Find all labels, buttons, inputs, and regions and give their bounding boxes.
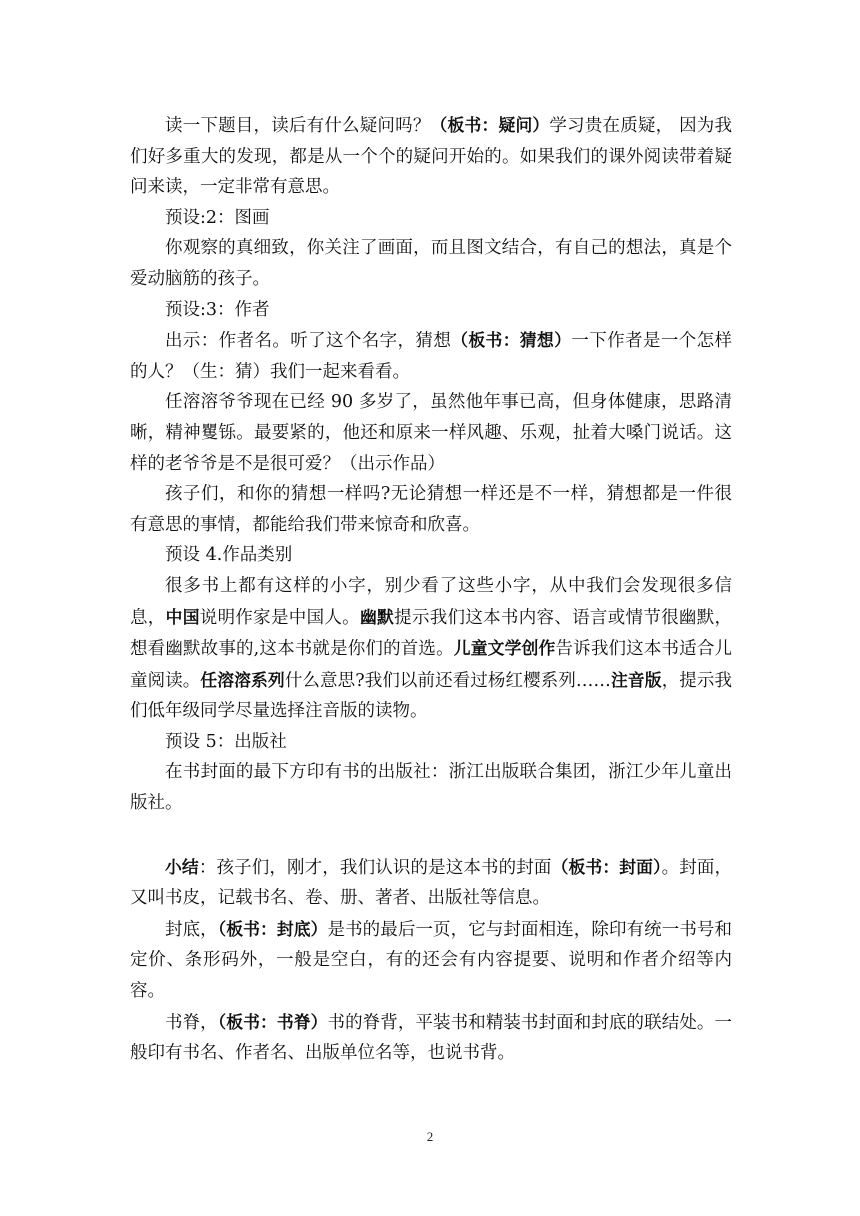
text-run: 出示：作者名。听了这个名字，猜想 <box>165 331 452 352</box>
paragraph <box>130 325 732 387</box>
bold-text: （板书：书脊） <box>217 1011 328 1032</box>
text-run: 孩子们，和你的猜想一样吗?无论猜想一样还是不一样，猜想都是一件很有意思的事情，都能给我们带来惊奇和欣喜。 <box>130 484 732 535</box>
bold-text: （板书：猜想） <box>451 330 572 351</box>
paragraph <box>130 387 732 479</box>
paragraph <box>130 540 732 571</box>
text-run: 书的脊背，平装书和精装书封面和封底的联结处。一般印有书名、作者名、出版单位名等，也说书背。 <box>130 1012 733 1064</box>
paragraph <box>130 757 732 818</box>
paragraph <box>130 1007 732 1069</box>
text-run: 学习贵在质疑， 因为我们好多重大的发现，都是从一个个的疑问开始的。如果我们的课外阅读带着疑问来读，一定非常有意思。 <box>130 116 733 198</box>
text-run: 告诉我们这本书适合儿童阅读。 <box>130 639 733 691</box>
bold-text: （板书：疑问） <box>430 115 550 135</box>
text-run: 预设:2：图画 <box>165 207 270 228</box>
paragraph <box>130 914 732 1007</box>
bold-text: 幽默 <box>359 606 395 627</box>
page-number: 2 <box>426 1129 434 1144</box>
page-content <box>130 110 732 1069</box>
text-run: 预设 5：出版社 <box>165 731 287 752</box>
paragraph <box>130 479 732 540</box>
paragraph <box>130 727 732 758</box>
text-run: ，提示我们低年级同学尽量选择注音版的读物。 <box>130 670 732 722</box>
paragraph <box>130 233 732 294</box>
text-run: 预设 4.作品类别 <box>165 545 293 566</box>
text-run: 很多书上都有这样的小字，别少看了这些小字，从中我们会发现很多信息， <box>130 575 732 628</box>
paragraph <box>130 295 732 326</box>
bold-text: （板书：封底） <box>217 918 328 939</box>
text-run: 封底， <box>165 919 218 940</box>
text-run: 一下作者是一个怎样的人？（生：猜）我们一起来看看。 <box>130 331 732 382</box>
text-run: 说明作家是中国人。 <box>199 607 360 628</box>
text-run: 提示我们这本书内容、语言或情节很幽默，想看幽默故事的,这本书就是你们的首选。 <box>130 607 733 660</box>
bold-text: 任溶溶系列 <box>200 669 285 690</box>
bold-text: 注音版 <box>610 669 662 690</box>
paragraph <box>130 110 732 203</box>
bold-text: 小结 <box>165 856 199 877</box>
bold-text: （板书：封面） <box>551 856 662 877</box>
text-run: 在书封面的最下方印有书的出版社：浙江出版联合集团，浙江少年儿童出版社。 <box>130 762 732 814</box>
text-run: 读一下题目，读后有什么疑问吗？ <box>165 116 431 136</box>
text-run: 什么意思?我们以前还看过杨红樱系列…… <box>284 670 611 691</box>
text-run: 书脊， <box>165 1012 218 1033</box>
paragraph <box>130 852 732 914</box>
text-run: ：孩子们，刚才，我们认识的是这本书的封面 <box>198 857 552 878</box>
text-run: 任溶溶爷爷现在已经 90 多岁了，虽然他年事已高，但身体健康，思路清晰，精神矍铄。最要紧的，他还和原来一样风趣、乐观，扯着大嗓门说话。这样的老爷爷是不是很可爱？（出示作品） <box>130 392 732 474</box>
text-run: 是书的最后一页，它与封面相连，除印有统一书号和定价、条形码外，一般是空白，有的还会有内容提要、说明和作者介绍等内容。 <box>130 919 733 1002</box>
text-run: 你观察的真细致，你关注了画面，而且图文结合，有自己的想法，真是个爱动脑筋的孩子。 <box>130 238 732 289</box>
bold-text: 儿童文学创作 <box>453 638 556 659</box>
blank-line <box>130 819 732 852</box>
bold-text: 中国 <box>165 606 200 627</box>
paragraph <box>130 203 732 234</box>
paragraph <box>130 571 732 727</box>
text-run: 预设:3：作者 <box>165 299 270 320</box>
text-run: 。封面，又叫书皮，记载书名、卷、册、著者、出版社等信息。 <box>130 857 733 909</box>
